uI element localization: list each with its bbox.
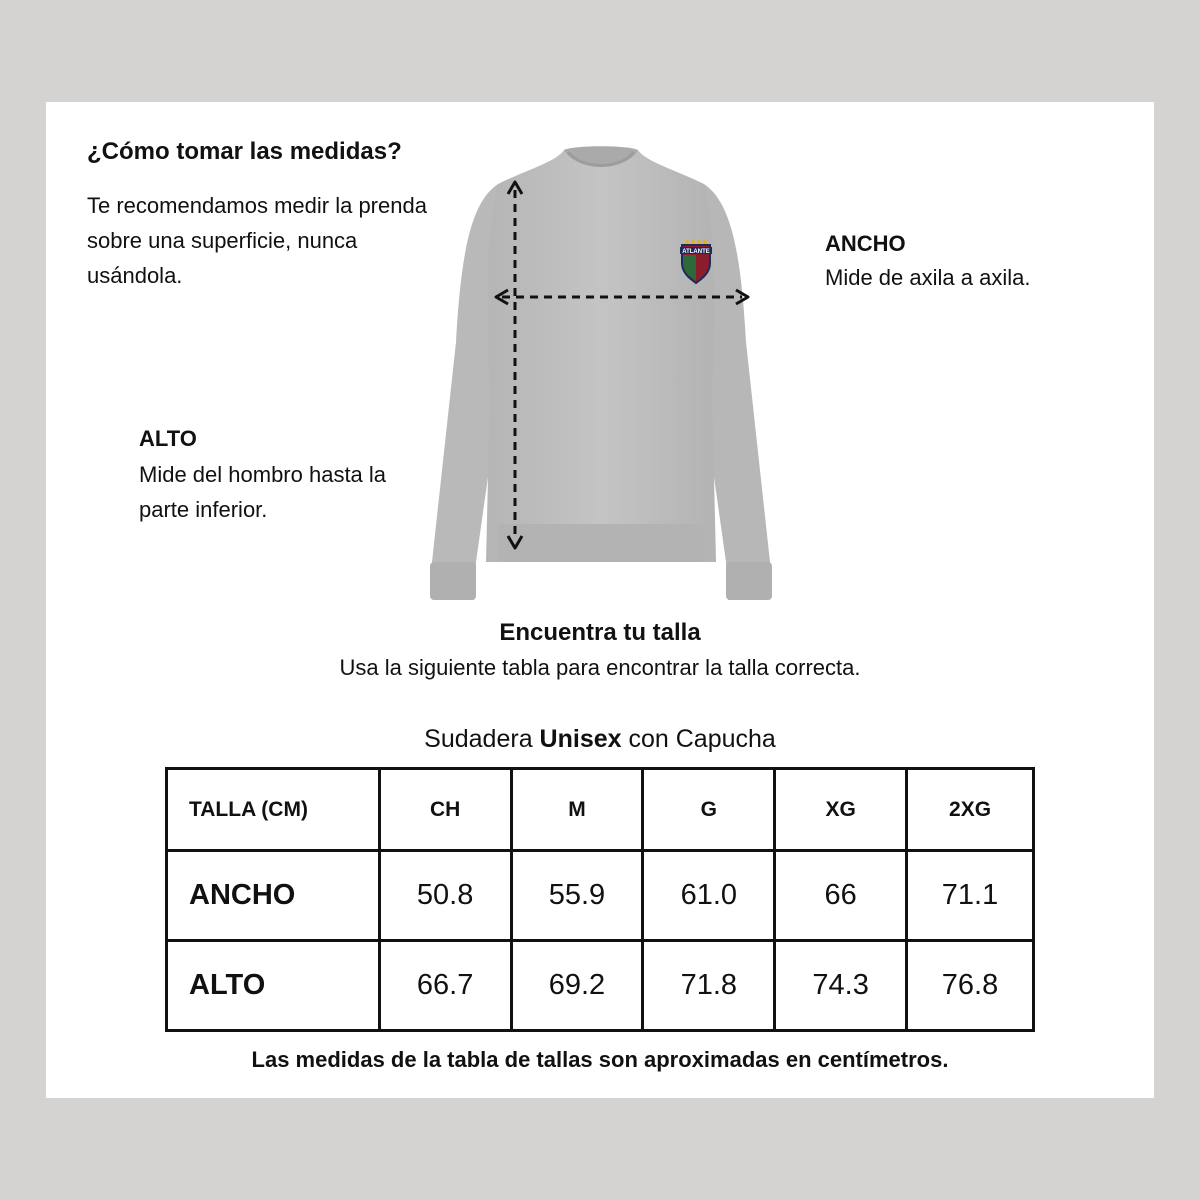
table-cell: 74.3 xyxy=(775,941,907,1031)
header-cell: M xyxy=(511,769,643,851)
table-cell: 71.1 xyxy=(907,851,1034,941)
header-cell: 2XG xyxy=(907,769,1034,851)
table-cell: 50.8 xyxy=(379,851,511,941)
header-cell: CH xyxy=(379,769,511,851)
svg-text:ATLANTE: ATLANTE xyxy=(682,249,710,255)
header-cell: XG xyxy=(775,769,907,851)
table-cell: 76.8 xyxy=(907,941,1034,1031)
row-label: ANCHO xyxy=(167,851,380,941)
footer-note: Las medidas de la tabla de tallas son aproximadas en centímetros. xyxy=(251,1047,949,1072)
waistband xyxy=(498,524,704,562)
sweater-body xyxy=(486,150,716,562)
size-table xyxy=(165,767,1035,1032)
height-label: ALTO xyxy=(139,426,197,451)
table-cell: 66 xyxy=(775,851,907,941)
height-description: Mide del hombro hasta la parte inferior. xyxy=(139,462,387,522)
header-cell: G xyxy=(643,769,775,851)
width-label: ANCHO xyxy=(825,231,906,256)
width-description: Mide de axila a axila. xyxy=(825,265,1031,290)
table-cell: 71.8 xyxy=(643,941,775,1031)
header-cell: TALLA (CM) xyxy=(167,769,380,851)
table-title: Sudadera Unisex con Capucha xyxy=(424,725,776,753)
table-cell: 69.2 xyxy=(511,941,643,1031)
find-size-subtitle: Usa la siguiente tabla para encontrar la talla correcta. xyxy=(339,655,861,680)
how-to-measure-text: Te recomendamos medir la prenda sobre una superficie, nunca usándola. xyxy=(87,193,427,288)
table-row xyxy=(167,941,1034,1031)
table-cell: 61.0 xyxy=(643,851,775,941)
row-label: ALTO xyxy=(167,941,380,1031)
table-cell: 66.7 xyxy=(379,941,511,1031)
right-cuff xyxy=(726,562,772,600)
left-cuff xyxy=(430,562,476,600)
table-row xyxy=(167,851,1034,941)
find-size-title: Encuentra tu talla xyxy=(499,619,701,646)
sweater-diagram xyxy=(416,142,786,607)
table-cell: 55.9 xyxy=(511,851,643,941)
size-guide-card xyxy=(46,102,1154,1098)
table-header-row xyxy=(167,769,1034,851)
how-to-measure-title: ¿Cómo tomar las medidas? xyxy=(87,138,402,165)
